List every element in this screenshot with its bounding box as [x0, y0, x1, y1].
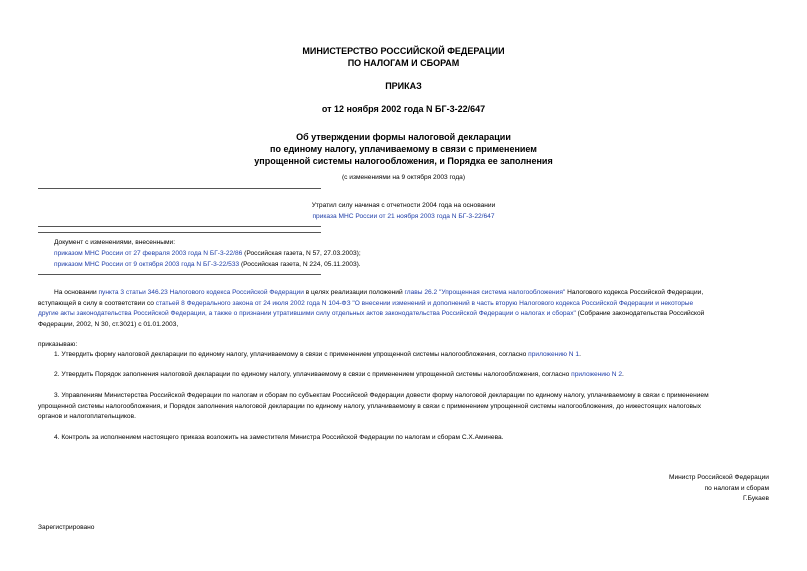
preamble-text: На основании	[54, 289, 99, 296]
order-item-3-line1: 3. Управлениям Министерства Российской Федерации по налогам и сборам по субъектам Российской Федерации довести форму налоговой декларации по единому налогу, уплачиваемому в связи с применением	[54, 392, 709, 399]
divider	[38, 274, 321, 275]
item-text: 2. Утвердить Порядок заполнения налоговой декларации по единому налогу, уплачиваемому в связи с применением упрощенной системы налогообложения, согласно	[54, 371, 572, 378]
change-source-1: (Российская газета, N 57, 27.03.2003);	[242, 250, 361, 257]
title-line1: Об утверждении формы налоговой декларации	[296, 132, 511, 142]
divider	[38, 188, 321, 189]
change-order-link-2[interactable]: приказом МНС России от 9 октября 2003 года N БГ-3-22/533	[54, 261, 240, 268]
order-item-2	[54, 370, 624, 381]
title-line2: по единому налогу, уплачиваемому в связи с применением	[270, 144, 537, 154]
expired-note: Утратил силу начиная с отчетности 2004 года на основании	[311, 202, 496, 209]
signature-position: Министр Российской Федерации	[668, 474, 769, 481]
divider	[38, 226, 321, 227]
preamble-line2	[38, 299, 693, 310]
expired-note-line2	[0, 212, 807, 223]
preamble-line4: Федерации, 2002, N 30, ст.3021) с 01.01.2003,	[38, 320, 179, 328]
order-word: приказываю:	[38, 341, 78, 348]
changes-item	[54, 249, 361, 260]
appendix-1-link[interactable]: приложению N 1	[528, 351, 580, 358]
tax-code-chapter-link[interactable]: главы 26.2 "Упрощенная система налогообложения"	[404, 289, 566, 296]
preamble-text: Налогового кодекса Российской Федерации,	[565, 289, 704, 296]
preamble-line1	[54, 288, 703, 299]
preamble-text: вступающей в силу в соответствии со	[38, 299, 156, 307]
order-item-1	[54, 350, 581, 361]
tax-code-article-link[interactable]: пункта 3 статьи 346.23 Налогового кодекса Российской Федерации	[98, 289, 304, 296]
expired-order-link[interactable]: приказа МНС России от 21 ноября 2003 года N БГ-3-22/647	[312, 213, 495, 220]
document-type: ПРИКАЗ	[385, 81, 422, 91]
item-text: 1. Утвердить форму налоговой декларации по единому налогу, уплачиваемому в связи с применением упрощенной системы налогообложения, согласно	[54, 351, 529, 358]
appendix-2-link[interactable]: приложению N 2	[571, 371, 623, 378]
federal-law-link[interactable]: статьей 8 Федерального закона от 24 июля 2002 года N 104-ФЗ "О внесении изменений и дополнений в часть вторую Налогового кодекса Российской Федерации и некоторые	[155, 299, 694, 307]
federal-law-link-cont[interactable]: другие акты законодательства Российской Федерации, а также о признании утратившими силу отдельных актов законодательства Российской Федерации о налогах и сборах"	[38, 310, 576, 317]
item-text: .	[579, 351, 581, 358]
changes-item	[54, 260, 361, 271]
document-number: от 12 ноября 2002 года N БГ-3-22/647	[321, 104, 486, 114]
ministry-name-line2: ПО НАЛОГАМ И СБОРАМ	[347, 58, 460, 68]
change-source-2: (Российская газета, N 224, 05.11.2003).	[239, 261, 361, 268]
order-item-3-line3: органов и налогоплательщиков.	[38, 413, 136, 420]
registered-label: Зарегистрировано	[38, 524, 95, 531]
title-line3: упрощенной системы налогообложения, и Порядка ее заполнения	[254, 156, 553, 166]
change-order-link-1[interactable]: приказом МНС России от 27 февраля 2003 года N БГ-3-22/86	[54, 250, 243, 257]
order-item-4: 4. Контроль за исполнением настоящего приказа возложить на заместителя Министра Российской Федерации по налогам и сборам С.Х.Аминева.	[54, 434, 504, 441]
ministry-name-line1: МИНИСТЕРСТВО РОССИЙСКОЙ ФЕДЕРАЦИИ	[302, 46, 505, 56]
signature-name: Г.Букаев	[743, 495, 769, 502]
amendments-note: (с изменениями на 9 октября 2003 года)	[341, 174, 466, 181]
changes-intro: Документ с изменениями, внесенными:	[54, 239, 176, 246]
order-item-3-line2: упрощенной системы налогообложения, и Порядок заполнения налоговой декларации по единому налогу, уплачиваемому в связи с применением упрощенной системы налогообложения, до нижестоящих налоговых	[38, 402, 702, 410]
preamble-text: в целях реализации положений	[303, 289, 405, 296]
signature-department: по налогам и сборам	[704, 484, 769, 492]
divider	[38, 232, 321, 233]
preamble-line3	[38, 309, 704, 320]
preamble-text: (Собрание законодательства Российской	[575, 310, 705, 317]
item-text: .	[622, 371, 624, 378]
